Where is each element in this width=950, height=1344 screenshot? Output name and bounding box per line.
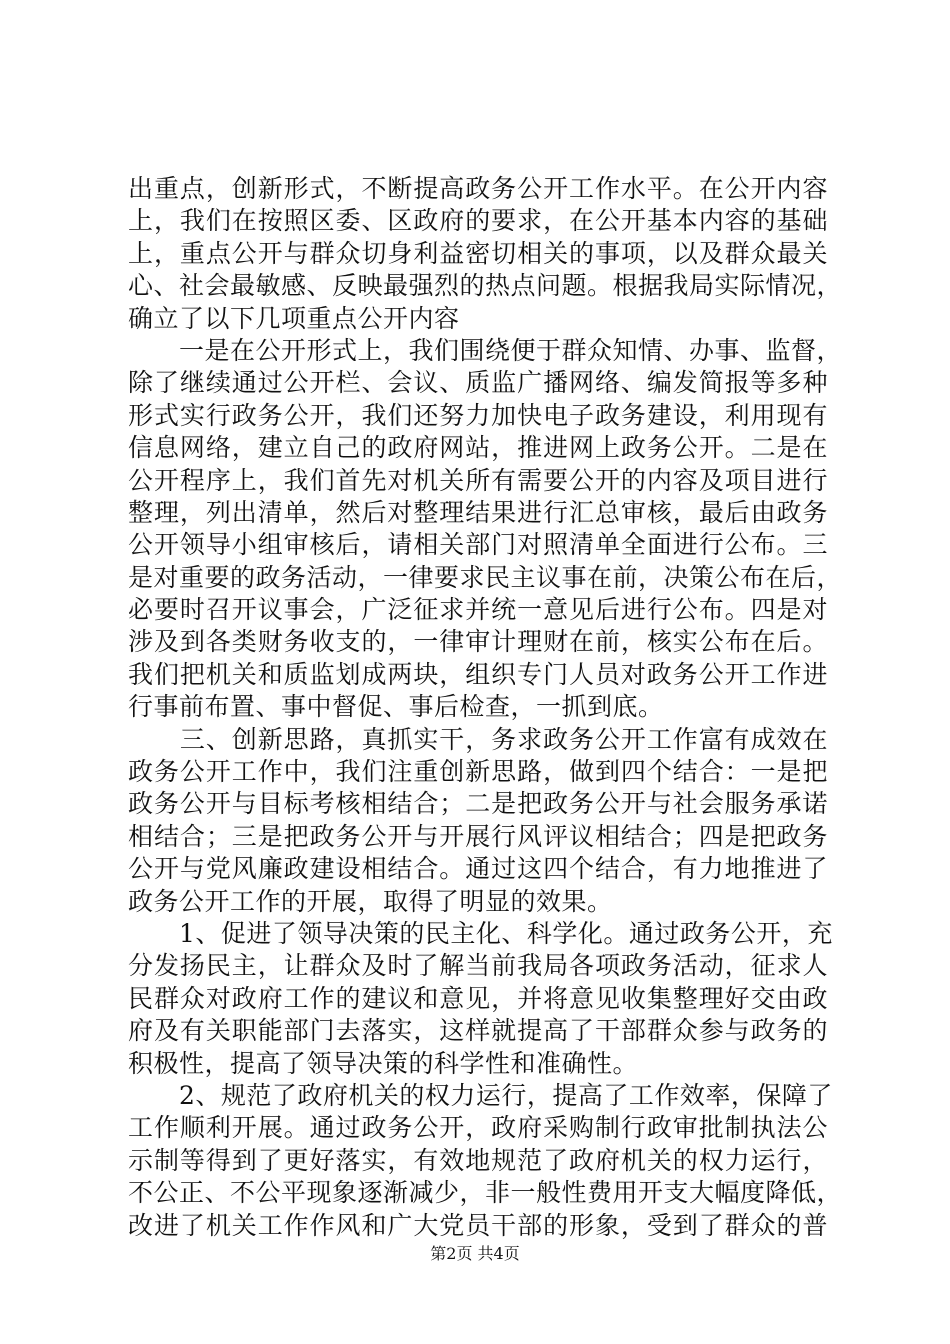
text-line: 积极性，提高了领导决策的科学性和准确性。 xyxy=(128,1048,639,1078)
text-line: 公开领导小组审核后，请相关部门对照清单全面进行公布。三 xyxy=(128,530,828,560)
text-line: 示制等得到了更好落实，有效地规范了政府机关的权力运行， xyxy=(128,1145,828,1175)
text-line: 上，我们在按照区委、区政府的要求，在公开基本内容的基础 xyxy=(128,206,828,236)
text-line: 政务公开与目标考核相结合；二是把政务公开与社会服务承诺 xyxy=(128,789,828,819)
text-line: 民群众对政府工作的建议和意见，并将意见收集整理好交由政 xyxy=(128,983,828,1013)
text-line: 整理，列出清单，然后对整理结果进行汇总审核，最后由政务 xyxy=(128,497,828,527)
text-line: 确立了以下几项重点公开内容 xyxy=(128,303,460,333)
text-line: 涉及到各类财务收支的，一律审计理财在前，核实公布在后。 xyxy=(128,627,828,657)
text-line: 是对重要的政务活动，一律要求民主议事在前，决策公布在后， xyxy=(128,562,843,592)
text-line: 政务公开工作的开展，取得了明显的效果。 xyxy=(128,886,613,916)
text-line: 心、社会最敏感、反映最强烈的热点问题。根据我局实际情况， xyxy=(128,271,843,301)
text-line: 我们把机关和质监划成两块，组织专门人员对政务公开工作进 xyxy=(128,659,828,689)
text-line: 分发扬民主，让群众及时了解当前我局各项政务活动，征求人 xyxy=(128,951,828,981)
text-line: 信息网络，建立自己的政府网站，推进网上政务公开。二是在 xyxy=(128,433,828,463)
text-line: 不公正、不公平现象逐渐减少，非一般性费用开支大幅度降低， xyxy=(128,1178,843,1208)
text-line: 1、促进了领导决策的民主化、科学化。通过政务公开，充 xyxy=(128,918,833,948)
body-text xyxy=(128,173,843,1242)
text-line: 工作顺利开展。通过政务公开，政府采购制行政审批制执法公 xyxy=(128,1113,828,1143)
text-line: 公开程序上，我们首先对机关所有需要公开的内容及项目进行 xyxy=(128,465,828,495)
text-line: 出重点，创新形式，不断提高政务公开工作水平。在公开内容 xyxy=(128,174,828,203)
text-line: 一是在公开形式上，我们围绕便于群众知情、办事、监督， xyxy=(128,335,843,365)
text-line: 2、规范了政府机关的权力运行，提高了工作效率，保障了 xyxy=(128,1080,833,1110)
text-line: 形式实行政务公开，我们还努力加快电子政务建设，利用现有 xyxy=(128,400,828,430)
text-line: 公开与党风廉政建设相结合。通过这四个结合，有力地推进了 xyxy=(128,854,828,884)
text-line: 除了继续通过公开栏、会议、质监广播网络、编发简报等多种 xyxy=(128,368,828,398)
text-line: 上，重点公开与群众切身利益密切相关的事项，以及群众最关 xyxy=(128,238,828,268)
text-line: 府及有关职能部门去落实，这样就提高了干部群众参与政务的 xyxy=(128,1016,828,1046)
text-line: 政务公开工作中，我们注重创新思路，做到四个结合：一是把 xyxy=(128,757,828,787)
page-footer: 第2页 共4页 xyxy=(430,1244,520,1263)
text-line: 三、创新思路，真抓实干，务求政务公开工作富有成效在 xyxy=(128,724,828,754)
text-line: 必要时召开议事会，广泛征求并统一意见后进行公布。四是对 xyxy=(128,595,828,625)
text-line: 改进了机关工作作风和广大党员干部的形象，受到了群众的普 xyxy=(128,1210,828,1240)
text-line: 相结合；三是把政务公开与开展行风评议相结合；四是把政务 xyxy=(128,821,828,851)
text-line: 行事前布置、事中督促、事后检查，一抓到底。 xyxy=(128,692,664,722)
